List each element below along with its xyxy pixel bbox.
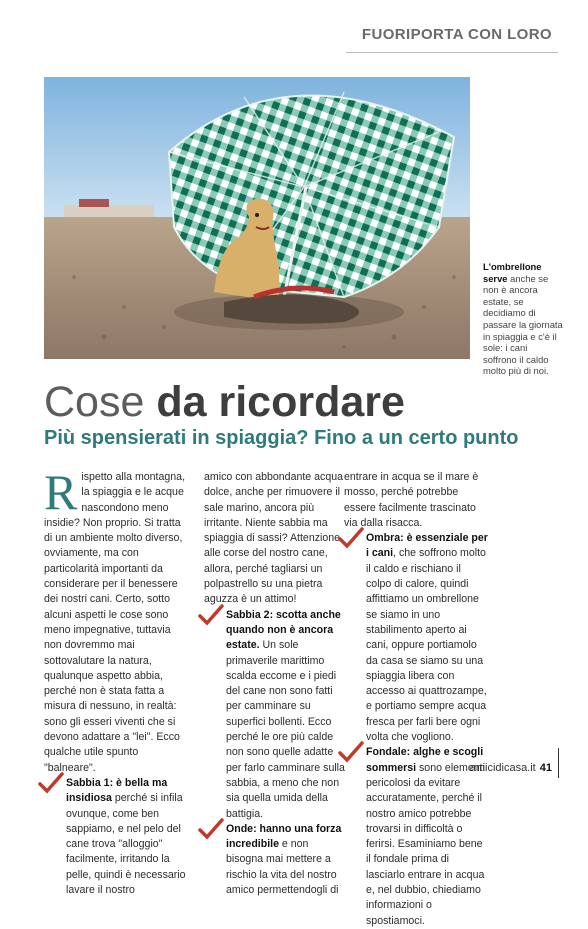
page-number: 41 bbox=[539, 762, 552, 774]
tip-sabbia-1 bbox=[44, 776, 188, 898]
checkmark-icon bbox=[338, 527, 364, 549]
tip-text: sono elementi pericolosi da evitare accuratamente, perché il nostro amico potrebbe trovarsi in difficoltà o ferirsi. Esaminiamo bene il fondale prima di lasciarlo entrare in acqua e, nel dubbio, chiediamo informazioni o spostiamoci. bbox=[366, 761, 485, 927]
text-column-2 bbox=[204, 470, 348, 898]
caption-text: anche se non è ancora estate, se decidiamo di passare la giornata in spiaggia e c'è il sole: i cani soffrono il caldo molto più di noi. bbox=[483, 272, 563, 377]
continued-paragraph: entrare in acqua se il mare è mosso, perché potrebbe essere facilmente trascinato via dalla risacca. bbox=[344, 471, 479, 529]
checkmark-icon bbox=[198, 604, 224, 626]
tip-text: , che soffrono molto il caldo e rischiano il colpo di calore, quindi affittiamo un ombrellone se siamo in uno stabilimento aperto ai cani, oppure portiamolo da casa se siamo su una spiaggia libera con accesso ai quattrozampe, e portiamo sempre acqua fresca per farli bere ogni volta che vogliono. bbox=[366, 547, 487, 744]
tip-lead: Ombra: è essenziale per i cani bbox=[366, 532, 488, 560]
text-column-1 bbox=[44, 464, 188, 898]
photo-caption bbox=[483, 261, 563, 377]
dropcap: R bbox=[44, 464, 78, 520]
tip-lead: Fondale: alghe e scogli sommersi bbox=[366, 746, 484, 774]
tip-text: e non bisogna mai mettere a rischio la vita del nostro amico permettendogli di bbox=[226, 838, 339, 897]
tip-onde bbox=[204, 822, 348, 898]
page-header bbox=[0, 0, 588, 52]
tip-sabbia-2 bbox=[204, 608, 348, 822]
tip-ombra bbox=[344, 531, 488, 745]
beach-umbrella-dog-photo bbox=[44, 77, 470, 359]
headline-light: Cose bbox=[44, 378, 157, 426]
checkmark-icon bbox=[38, 772, 64, 794]
intro-text: ispetto alla montagna, la spiaggia e le acque nascondono meno insidie? Non proprio. Si tratta di un ambiente molto diverso, ovviamente, ma con particolarità importanti da considerare per il benessere dei nostri cani. Certo, sotto alcuni aspetti le cose sono meno impegnative, tuttavia non dovremmo mai sottovalutare la natura, qualunque aspetto abbia, perché non è stata fatta a misura di nessuno, in realtà: sono gli esseri viventi che si devono adattare a "lei". Ecco qualche utile spunto "balneare". bbox=[44, 471, 186, 774]
article-headline bbox=[44, 376, 405, 428]
tip-text: perché si infila ovunque, come ben sappiamo, e nel pelo del cane trova "alloggio" facilmente, irritando la pelle, quindi è necessario lavare il nostro bbox=[66, 792, 186, 897]
tip-lead: Sabbia 1: è bella ma insidiosa bbox=[66, 776, 168, 805]
tip-text: Un sole primaverile marittimo scalda eccome e i piedi del cane non sono fatti per camminare su superfici bollenti. Ecco perché le ore più calde non sono quelle adatte per farlo camminare sulla sabbia, a meno che non sia quella umida della battigia. bbox=[226, 639, 345, 820]
site-url: amicidicasa.it bbox=[469, 762, 536, 774]
caption-bold: L'ombrellone serve bbox=[483, 261, 542, 284]
checkmark-icon bbox=[338, 741, 364, 763]
section-title: FUORIPORTA CON LORO bbox=[361, 26, 552, 43]
article-subheadline: Più spensierati in spiaggia? Fino a un certo punto bbox=[44, 427, 519, 449]
header-divider bbox=[346, 52, 558, 53]
page-footer bbox=[470, 762, 552, 774]
text-column-3 bbox=[344, 470, 488, 929]
tip-fondale bbox=[344, 745, 488, 929]
checkmark-icon bbox=[198, 818, 224, 840]
continued-paragraph: amico con abbondante acqua dolce, anche per rimuovere il sale marino, ancora più irritante. Niente sabbia ma spiaggia di sassi? Attenzione alle corse del nostro cane, allora, perché tagliarsi un polpastrello su una pietra aguzza è un attimo! bbox=[204, 471, 344, 606]
footer-divider bbox=[558, 748, 559, 778]
headline-bold: da ricordare bbox=[156, 378, 405, 426]
tip-lead: Onde: hanno una forza incredibile bbox=[226, 822, 342, 851]
intro-paragraph bbox=[44, 464, 188, 776]
tip-lead: Sabbia 2: scotta anche quando non è ancora estate. bbox=[226, 608, 341, 652]
